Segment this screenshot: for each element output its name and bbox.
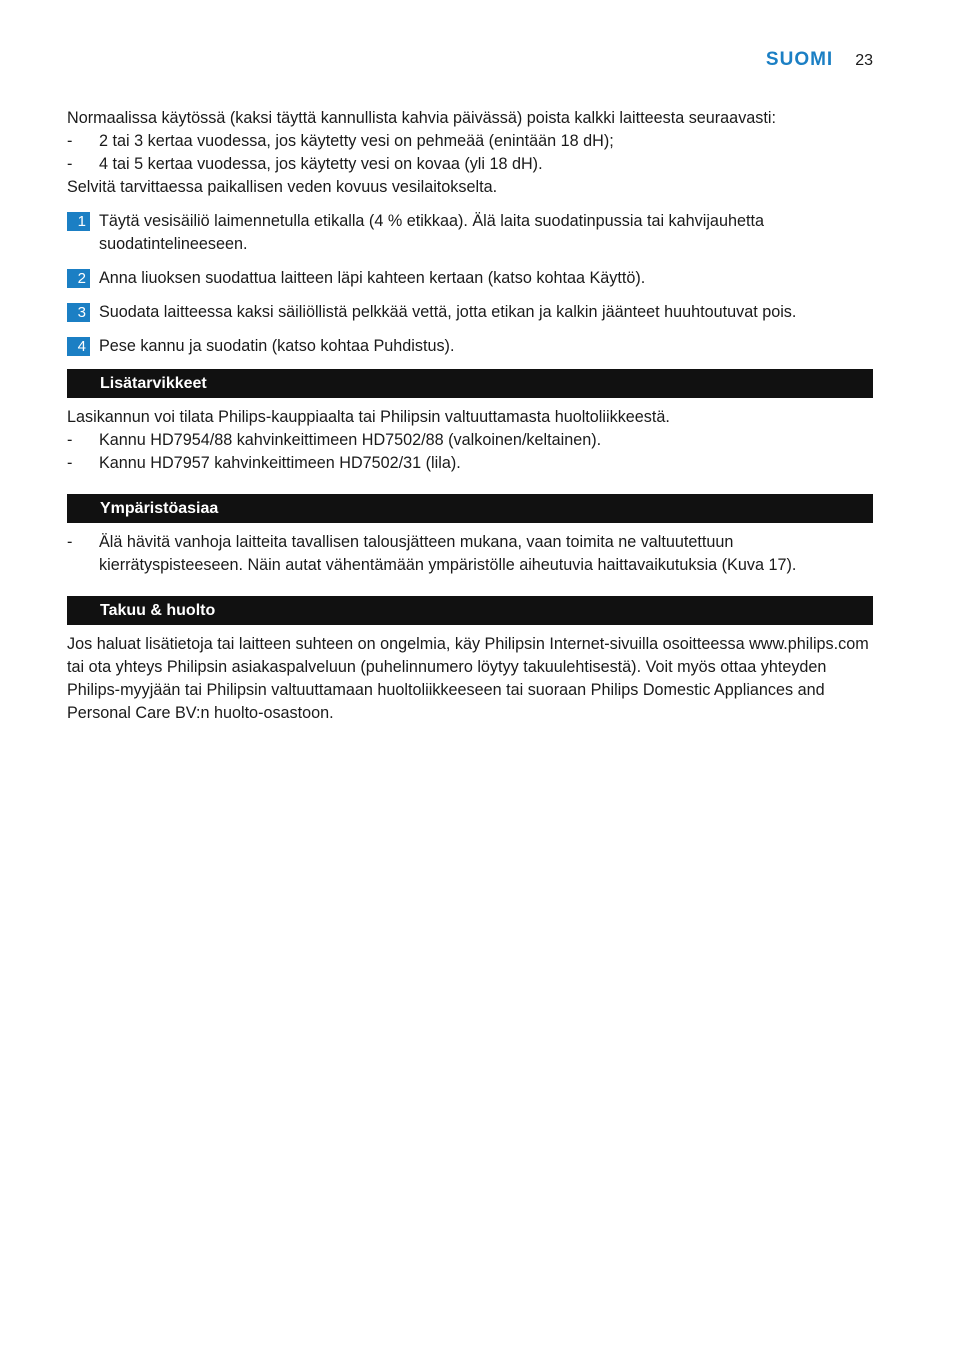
list-item-text: Kannu HD7954/88 kahvinkeittimeen HD7502/88 (valkoinen/keltainen). <box>99 431 602 449</box>
list-item-text: 2 tai 3 kertaa vuodessa, jos käytetty vesi on pehmeää (enintään 18 dH); <box>99 132 614 150</box>
list-item-text: Kannu HD7957 kahvinkeittimeen HD7502/31 (lila). <box>99 454 461 472</box>
step-text: Anna liuoksen suodattua laitteen läpi kahteen kertaan (katso kohtaa Käyttö). <box>99 269 646 287</box>
step-text: Pese kannu ja suodatin (katso kohtaa Puhdistus). <box>99 337 455 355</box>
dash-bullet: - <box>67 454 73 472</box>
step-item <box>67 335 873 358</box>
step-number: 4 <box>67 337 90 356</box>
accessories-section <box>67 406 873 475</box>
warranty-text-start: Jos haluat lisätietoja tai laitteen suhteen on ongelmia, käy Philipsin Internet-sivuilla osoitteessa <box>67 635 750 653</box>
page-header <box>766 48 873 72</box>
list-item <box>67 153 873 176</box>
dash-bullet: - <box>67 155 73 173</box>
list-item-text: 4 tai 5 kertaa vuodessa, jos käytetty vesi on kovaa (yli 18 dH). <box>99 155 543 173</box>
step-text: Suodata laitteessa kaksi säiliöllistä pelkkää vettä, jotta etikan ja kalkin jäänteet huuhtoutuvat pois. <box>99 303 797 321</box>
warranty-section <box>67 633 873 725</box>
descaling-note: Selvitä tarvittaessa paikallisen veden kovuus vesilaitokselta. <box>67 178 498 196</box>
step-number: 1 <box>67 212 90 231</box>
step-number: 2 <box>67 269 90 288</box>
step-item <box>67 210 873 256</box>
list-item <box>67 429 873 452</box>
list-item-text: Älä hävitä vanhoja laitteita tavallisen talousjätteen mukana, vaan toimita ne valtuutettuun kierrätyspisteeseen. Näin autat vähentämään ympäristölle aiheutuvia haittavaikutuksia (Kuva 17). <box>99 533 797 574</box>
environment-section <box>67 531 873 577</box>
dash-bullet: - <box>67 533 73 551</box>
language-label: SUOMI <box>765 49 834 70</box>
step-text: Täytä vesisäiliö laimennetulla etikalla (4 % etikkaa). Älä laita suodatinpussia tai kahvijauhetta suodatintelineeseen. <box>99 212 764 253</box>
step-item <box>67 267 873 290</box>
page-number: 23 <box>855 52 873 69</box>
list-item <box>67 531 873 577</box>
page-content <box>67 107 873 725</box>
step-list <box>67 210 873 358</box>
list-item <box>67 130 873 153</box>
accessories-intro: Lasikannun voi tilata Philips-kauppiaalta tai Philipsin valtuuttamasta huoltoliikkeestä. <box>67 408 670 426</box>
step-item <box>67 301 873 324</box>
philips-website-link[interactable]: www.philips.com <box>749 635 869 653</box>
step-number: 3 <box>67 303 90 322</box>
section-heading-environment: Ympäristöasiaa <box>67 494 873 523</box>
warranty-text-end: tai ota yhteys Philipsin asiakaspalveluun (puhelinnumero löytyy takuulehtisestä). Voit myös ottaa yhteyden Philips-myyjään tai Philipsin valtuuttamaan huoltoliikkeeseen tai suoraan Philips Domestic Appliances and Personal Care BV:n huolto-osastoon. <box>67 658 827 722</box>
descaling-intro: Normaalissa käytössä (kaksi täyttä kannullista kahvia päivässä) poista kalkki laitteesta seuraavasti: <box>67 109 776 127</box>
dash-bullet: - <box>67 132 73 150</box>
dash-bullet: - <box>67 431 73 449</box>
warranty-text <box>67 633 873 725</box>
section-heading-accessories: Lisätarvikkeet <box>67 369 873 398</box>
list-item <box>67 452 873 475</box>
descaling-section <box>67 107 873 358</box>
section-heading-warranty: Takuu & huolto <box>67 596 873 625</box>
